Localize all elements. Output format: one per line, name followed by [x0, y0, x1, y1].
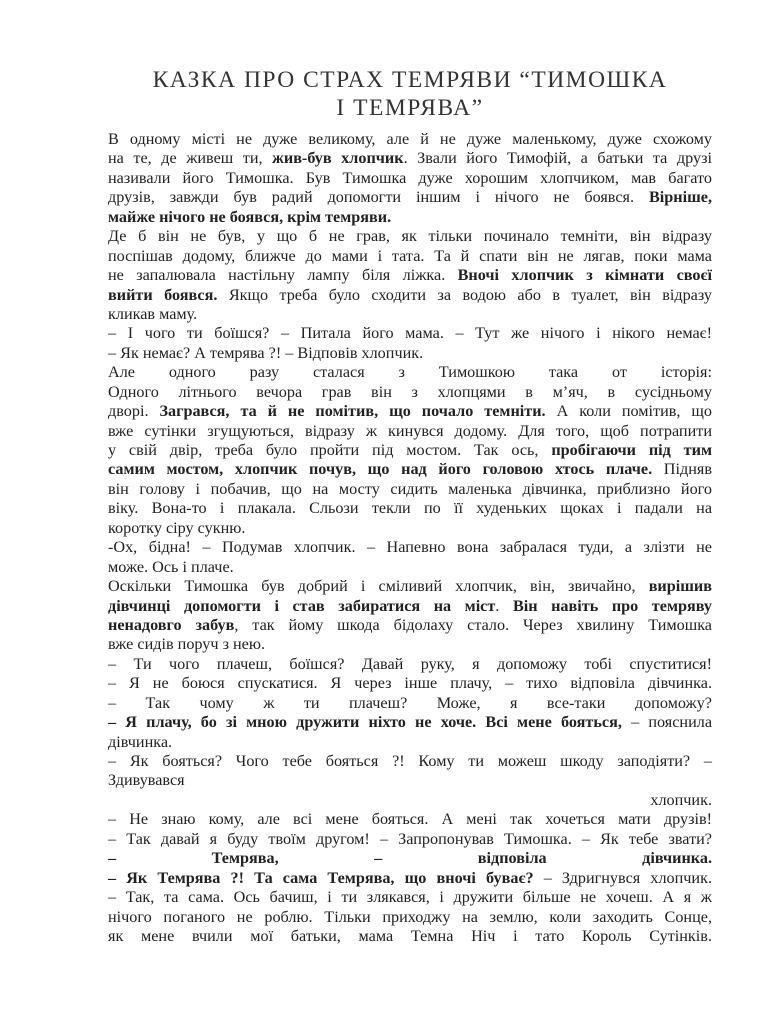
text-line: [108, 635, 712, 654]
text-line: [108, 538, 712, 557]
text-line: [108, 363, 712, 382]
text-line: [108, 674, 712, 693]
bold-text: вийти боявся.: [108, 285, 218, 304]
text-line: [108, 460, 712, 479]
text-line: [108, 849, 712, 868]
plain-text: називали його Тимошка. Був Тимошка дуже хорошим хлопчиком, мав багато: [108, 168, 712, 187]
text-line: [108, 713, 712, 732]
text-line: [108, 441, 712, 460]
text-line: [108, 305, 712, 324]
plain-text: . Звали його Тимофій, а батьки та друзі: [403, 149, 713, 168]
bold-text: – Як Темрява ?! Та сама Темрява, що вночі буває?: [108, 868, 534, 887]
bold-text: – Темрява, – відповіла дівчинка.: [108, 849, 712, 868]
plain-text: поспішав додому, ближче до мами і тата. Та й спати він не лягав, поки мама: [108, 246, 712, 265]
plain-text: друзів, завжди був радий допомогти іншим і нічого не боявся.: [108, 188, 649, 207]
plain-text: – Так чому ж ти плачеш? Може, я все-таки допоможу?: [108, 693, 712, 712]
text-line: [108, 266, 712, 285]
plain-text: – Так давай я буду твоїм другом! – Запропонував Тимошка. – Як тебе звати?: [108, 829, 712, 848]
plain-text: коротку сіру сукню.: [108, 518, 246, 537]
plain-text: вже сутінки згущуються, відразу ж кинувся додому. Для того, щоб потрапити: [108, 421, 712, 440]
plain-text: – Ти чого плачеш, боїшся? Давай руку, я допоможу тобі спуститися!: [108, 654, 712, 673]
bold-text: пробігаючи під тим: [551, 441, 712, 459]
plain-text: -Ох, бідна! – Подумав хлопчик. – Напевно вона забралася туди, а злізти не: [108, 538, 712, 557]
text-line: [108, 577, 712, 596]
text-line: [108, 694, 712, 713]
plain-text: – Я не боюся спускатися. Я через інше плачу, – тихо відповіла дівчинка.: [108, 674, 712, 693]
plain-text: – І чого ти боїшся? – Питала його мама. – Тут же нічого і нікого немає!: [108, 324, 712, 343]
text-line: [108, 752, 712, 771]
text-line: [108, 188, 712, 207]
plain-text: у свій двір, треба було пройти під мостом. Так ось,: [108, 441, 552, 459]
plain-text: віку. Вона-то і плакала. Сльози текли по її худеньких щоках і падали на: [108, 499, 712, 518]
plain-text: вже сидів поруч з нею.: [108, 635, 265, 654]
story-title: [100, 66, 720, 122]
text-line: [108, 597, 712, 616]
text-line: [108, 130, 712, 149]
text-line: [108, 830, 712, 849]
plain-text: – Як немає? А темрява ?! – Відповів хлопчик.: [108, 343, 424, 362]
text-line: [108, 402, 712, 421]
text-line: [108, 733, 712, 752]
text-line: [108, 869, 712, 888]
plain-text: Але одного разу сталася з Тимошкою така от історія:: [108, 363, 712, 382]
plain-text: Одного літнього вечора грав він з хлопцями в м’яч, в сусідньому: [108, 382, 712, 401]
bold-text: ненадовго забув: [108, 615, 235, 634]
text-line: [108, 908, 712, 927]
text-line: [108, 519, 712, 538]
text-line: [108, 422, 712, 441]
plain-text: – Так, та сама. Ось бачиш, і ти злякався, і дружити більше не хочеш. А я ж: [108, 888, 712, 907]
bold-text: самим мостом, хлопчик почув, що над його головою хтось плаче.: [108, 460, 653, 479]
text-line: [108, 771, 712, 790]
bold-text: Вірніше,: [648, 188, 712, 207]
text-line: [108, 558, 712, 577]
plain-text: – Здригнувся хлопчик.: [533, 868, 712, 887]
text-line: [108, 247, 712, 266]
plain-text: В одному місті не дуже великому, але й не дуже маленькому, дуже схожому: [108, 130, 712, 148]
plain-text: Де б він не був, у що б не грав, як тільки починало темніти, він відразу: [108, 227, 712, 246]
text-line: [108, 227, 712, 246]
text-line: [108, 169, 712, 188]
text-line: [108, 810, 712, 829]
text-line: [108, 791, 712, 810]
plain-text: – пояснила: [621, 713, 713, 732]
plain-text: на те, де живеш ти,: [108, 149, 273, 168]
story-title-line: КАЗКА ПРО СТРАХ ТЕМРЯВИ “ТИМОШКА: [152, 67, 668, 93]
text-line: [108, 286, 712, 305]
bold-text: – Я плачу, бо зі мною дружити ніхто не хоче. Всі мене бояться,: [108, 713, 622, 732]
plain-text: як мене вчили мої батьки, мама Темна Ніч і тато Король Сутінків.: [108, 926, 712, 945]
text-line: [108, 499, 712, 518]
story-title-line: І ТЕМРЯВА”: [336, 95, 484, 121]
plain-text: хлопчик.: [650, 790, 712, 809]
bold-text: жив-був хлопчик: [272, 149, 404, 168]
text-line: [108, 324, 712, 343]
plain-text: , так йому шкода бідолаху стало. Через хвилину Тимошка: [234, 615, 712, 634]
plain-text: Оскільки Тимошка був добрий і сміливий хлопчик, він, звичайно,: [108, 577, 649, 596]
text-line: [108, 927, 712, 946]
plain-text: нічого поганого не роблю. Тільки приходжу на землю, коли заходить Сонце,: [108, 907, 712, 926]
bold-text: дівчинці допомогти і став забиратися на міст: [108, 596, 496, 615]
plain-text: Здивувався: [108, 771, 185, 790]
plain-text: не запалювала настільну лампу біля ліжка.: [108, 266, 458, 285]
text-line: [108, 344, 712, 363]
bold-text: Вночі хлопчик з кімнати своєї: [457, 266, 712, 285]
plain-text: кликав маму.: [108, 304, 198, 323]
plain-text: Підняв: [652, 460, 712, 479]
text-line: [108, 208, 712, 227]
plain-text: дворі.: [108, 402, 160, 421]
text-line: [108, 616, 712, 635]
bold-text: вирішив: [648, 577, 712, 596]
plain-text: .: [495, 596, 513, 615]
plain-text: А коли помітив, що: [545, 402, 712, 421]
plain-text: він голову і побачив, що на мосту сидить маленька дівчинка, приблизно його: [108, 479, 712, 498]
bold-text: Загрався, та й не помітив, що почало темніти.: [159, 402, 546, 421]
text-line: [108, 149, 712, 168]
story-body: [108, 130, 712, 946]
text-line: [108, 480, 712, 499]
text-line: [108, 655, 712, 674]
plain-text: дівчинка.: [108, 732, 173, 751]
text-line: [108, 383, 712, 402]
bold-text: майже нічого не боявся, крім темряви.: [108, 207, 392, 226]
plain-text: – Як бояться? Чого тебе бояться ?! Кому ти можеш шкоду заподіяти? –: [108, 752, 712, 770]
bold-text: Він навіть про темряву: [512, 596, 713, 615]
plain-text: може. Ось і плаче.: [108, 557, 234, 576]
plain-text: Якщо треба було сходити за водою або в туалет, він відразу: [217, 285, 712, 304]
plain-text: – Не знаю кому, але всі мене бояться. А мені так хочеться мати друзів!: [108, 810, 712, 829]
text-line: [108, 888, 712, 907]
